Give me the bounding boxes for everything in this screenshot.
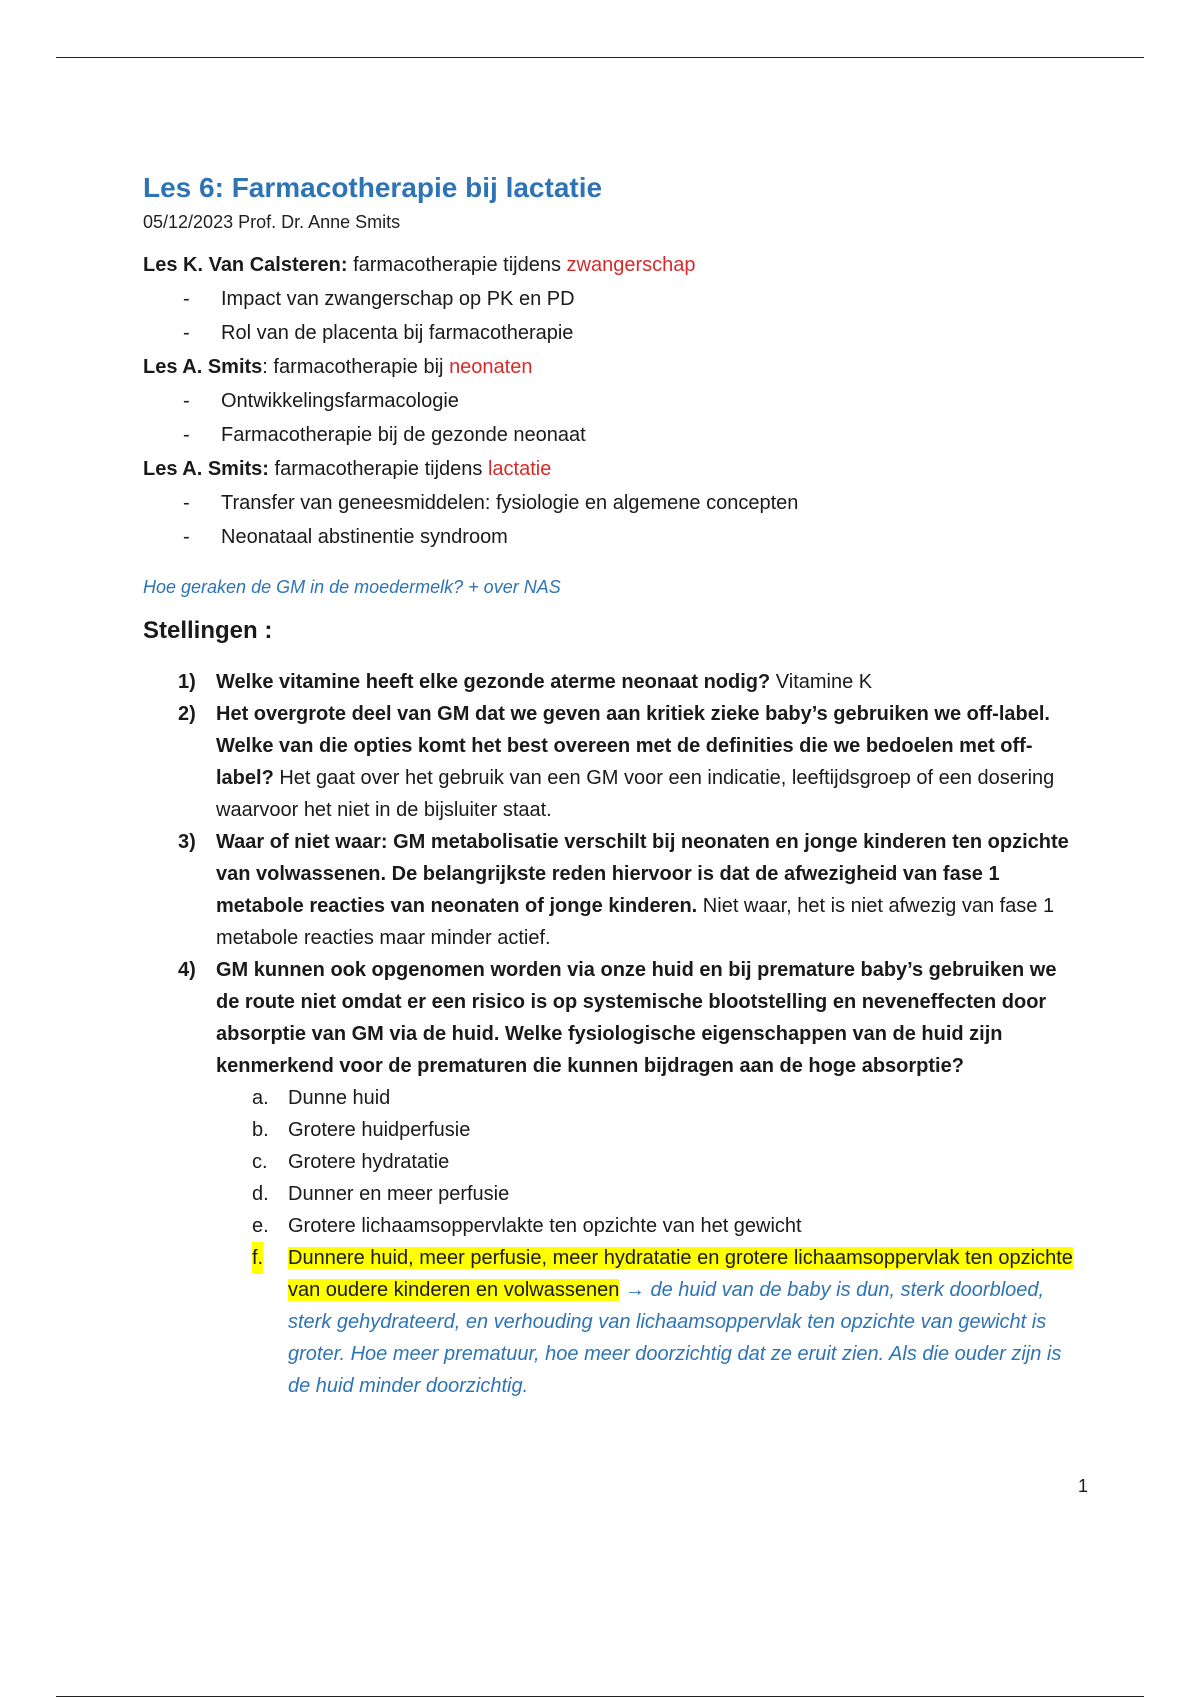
answer-text: Vitamine K (770, 671, 873, 693)
question-text: Waar of niet waar: GM metabolisatie verschilt bij neonaten en jonge kinderen ten opzichte van volwassenen. De belangrijkste reden hiervoor is dat de afwezigheid van fase 1 metabole reacties van neonaten of jonge kinderen. (216, 831, 1069, 917)
header-rule (56, 57, 1144, 58)
questions-list (143, 666, 1083, 1402)
lesson-topic: farmacotherapie tijdens (347, 254, 567, 276)
option-letter: e. (252, 1215, 269, 1237)
list-item (183, 384, 1083, 418)
options-list (216, 1082, 1083, 1402)
dash-bullet: - (183, 390, 190, 412)
section-heading: Stellingen : (143, 617, 273, 644)
bullet-text: Impact van zwangerschap op PK en PD (221, 288, 575, 310)
answer-text: Niet waar, het is niet afwezig van fase 1 metabole reacties maar minder actief. (216, 895, 1055, 949)
list-item (183, 486, 1083, 520)
question-number: 4) (178, 959, 196, 981)
bullet-text: Ontwikkelingsfarmacologie (221, 390, 459, 412)
option-text: Dunner en meer perfusie (288, 1183, 510, 1205)
lesson-bullets (143, 486, 1083, 554)
lesson-line (143, 248, 1083, 282)
dash-bullet: - (183, 288, 190, 310)
question-item (143, 826, 1083, 954)
lesson-keyword: neonaten (449, 356, 533, 378)
answer-text: Het gaat over het gebruik van een GM voor een indicatie, leeftijdsgroep of een dosering waarvoor het niet in de bijsluiter staat. (216, 767, 1055, 821)
note-text: Hoe geraken de GM in de moedermelk? + over NAS (143, 577, 561, 597)
lesson-bullets (143, 282, 1083, 350)
question-item (143, 954, 1083, 1402)
page-title: Les 6: Farmacotherapie bij lactatie (143, 172, 603, 203)
option-letter: a. (252, 1087, 269, 1109)
bullet-text: Rol van de placenta bij farmacotherapie (221, 322, 574, 344)
lesson-keyword: zwangerschap (566, 254, 696, 276)
question-text: Welke vitamine heeft elke gezonde aterme neonaat nodig? (216, 671, 771, 693)
bullet-text: Farmacotherapie bij de gezonde neonaat (221, 424, 586, 446)
dash-bullet: - (183, 492, 190, 514)
lesson-line (143, 452, 1083, 486)
option-item (252, 1082, 1083, 1114)
correct-option-item (252, 1242, 1083, 1402)
footer-rule (56, 1696, 1144, 1697)
lesson-keyword: lactatie (487, 458, 552, 480)
question-text: GM kunnen ook opgenomen worden via onze huid en bij premature baby’s gebruiken we de route niet omdat er een risico is op systemische blootstelling en neveneffecten door absorptie van GM via de huid. Welke fysiologische eigenschappen van de huid zijn kenmerkend voor de prematuren die kunnen bijdragen aan de hoge absorptie? (216, 959, 1057, 1077)
list-item (183, 316, 1083, 350)
option-item (252, 1178, 1083, 1210)
option-text: Grotere lichaamsoppervlakte ten opzichte van het gewicht (288, 1215, 802, 1237)
correct-option-text: Dunnere huid, meer perfusie, meer hydratatie en grotere lichaamsoppervlak ten opzichte van oudere kinderen en volwassenen (288, 1247, 1073, 1301)
question-item (143, 666, 1083, 698)
question-item (143, 698, 1083, 826)
explanation-text: → de huid van de baby is dun, sterk doorbloed, sterk gehydrateerd, en verhouding van lichaamsoppervlak ten opzichte van gewicht is groter. Hoe meer prematuur, hoe meer doorzichtig dat ze eruit zien. Als die ouder zijn is de huid minder doorzichtig. (288, 1279, 1062, 1397)
option-letter: b. (252, 1119, 269, 1141)
option-item (252, 1210, 1083, 1242)
question-number: 3) (178, 831, 196, 853)
list-item (183, 418, 1083, 452)
page-number: 1 (1078, 1476, 1089, 1496)
option-letter: f. (252, 1242, 263, 1274)
option-item (252, 1146, 1083, 1178)
dash-bullet: - (183, 526, 190, 548)
lesson-topic: farmacotherapie tijdens (268, 458, 488, 480)
question-number: 2) (178, 703, 196, 725)
dash-bullet: - (183, 322, 190, 344)
bullet-text: Transfer van geneesmiddelen: fysiologie en algemene concepten (221, 492, 799, 514)
question-text: Het overgrote deel van GM dat we geven aan kritiek zieke baby’s gebruiken we off-label. Welke van die opties komt het best overeen met de definities die we bedoelen met off-label? (216, 703, 1050, 789)
list-item (183, 282, 1083, 316)
lesson-line (143, 350, 1083, 384)
option-text: Grotere hydratatie (288, 1151, 450, 1173)
question-number: 1) (178, 671, 196, 693)
lesson-lecturer: Les A. Smits (143, 356, 263, 378)
lesson-bullets (143, 384, 1083, 452)
lesson-topic: : farmacotherapie bij (262, 356, 450, 378)
document-page (143, 168, 1083, 1402)
option-letter: d. (252, 1183, 269, 1205)
option-item (252, 1114, 1083, 1146)
date-line: 05/12/2023 Prof. Dr. Anne Smits (143, 212, 401, 232)
list-item (183, 520, 1083, 554)
dash-bullet: - (183, 424, 190, 446)
bullet-text: Neonataal abstinentie syndroom (221, 526, 508, 548)
lesson-lecturer: Les K. Van Calsteren: (143, 254, 348, 276)
option-text: Dunne huid (288, 1087, 391, 1109)
option-text: Grotere huidperfusie (288, 1119, 471, 1141)
option-letter: c. (252, 1151, 268, 1173)
lesson-lecturer: Les A. Smits: (143, 458, 269, 480)
